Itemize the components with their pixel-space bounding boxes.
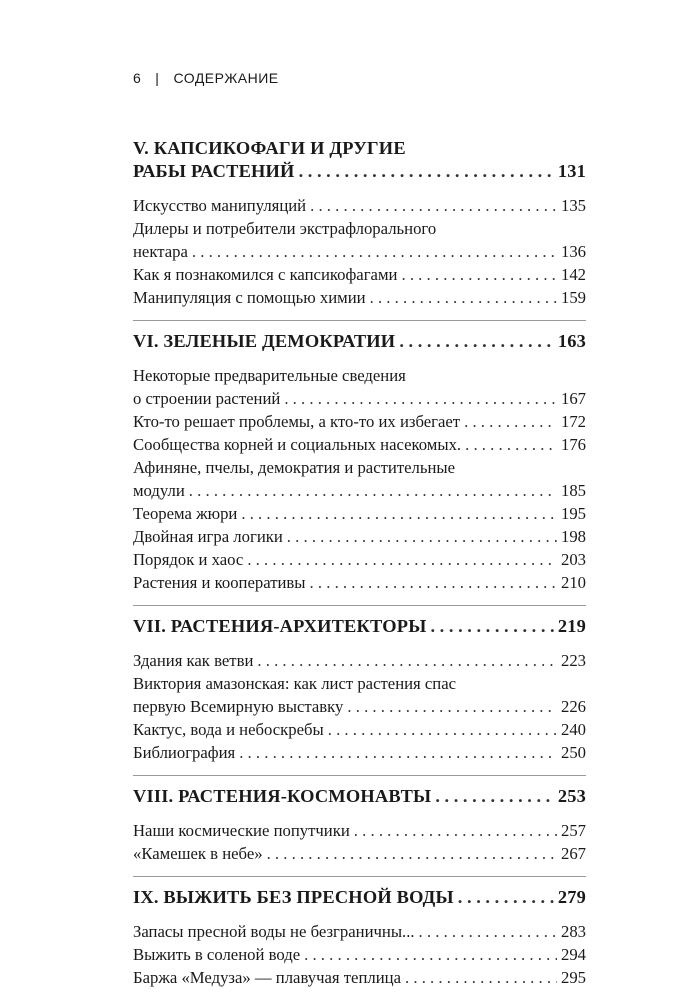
section-entries — [133, 819, 586, 865]
entry-page-number: 142 — [560, 265, 586, 284]
section-divider — [133, 876, 586, 877]
entry-page-number: 159 — [560, 288, 586, 307]
section-title-line — [133, 330, 586, 353]
section-title-line — [133, 886, 586, 909]
leader-dots — [401, 263, 557, 286]
toc-entry[interactable] — [133, 433, 586, 456]
section-spacer — [133, 764, 586, 775]
section-page-number: 279 — [557, 887, 586, 907]
running-head — [133, 70, 279, 86]
entry-page-number: 223 — [560, 651, 586, 670]
leader-dots — [304, 943, 557, 966]
entry-page-number: 250 — [560, 743, 586, 762]
entry-page-number: 198 — [560, 527, 586, 546]
leader-dots — [458, 886, 554, 909]
toc-entry[interactable] — [133, 286, 586, 309]
toc-entry[interactable] — [133, 842, 586, 865]
entry-title-text: Кто-то решает проблемы, а кто-то их избегает — [133, 412, 461, 431]
entry-title-text: Двойная игра логики — [133, 527, 283, 546]
section-entries — [133, 920, 586, 989]
entry-line — [133, 695, 586, 718]
section-divider — [133, 775, 586, 776]
section-title-text: VIII. РАСТЕНИЯ-КОСМОНАВТЫ — [133, 786, 432, 806]
toc-entry[interactable] — [133, 943, 586, 966]
leader-dots — [192, 240, 557, 263]
section-title-line — [133, 785, 586, 808]
leader-dots — [430, 615, 553, 638]
toc-entry[interactable] — [133, 920, 586, 943]
entry-title-text: Манипуляция с помощью химии — [133, 288, 366, 307]
entry-line — [133, 479, 586, 502]
section-spacer — [133, 865, 586, 876]
leader-dots — [247, 548, 557, 571]
entry-page-number: 135 — [560, 196, 586, 215]
toc-entry[interactable] — [133, 966, 586, 989]
toc-entry[interactable] — [133, 741, 586, 764]
entry-line — [133, 194, 586, 217]
leader-dots — [310, 194, 557, 217]
toc-entry[interactable] — [133, 502, 586, 525]
leader-dots — [287, 525, 557, 548]
leader-dots — [465, 433, 557, 456]
section-heading[interactable] — [133, 785, 586, 819]
toc-section — [133, 330, 586, 606]
section-heading[interactable] — [133, 330, 586, 364]
leader-dots — [370, 286, 557, 309]
entry-page-number: 203 — [560, 550, 586, 569]
entry-title-text: Как я познакомился с капсикофагами — [133, 265, 398, 284]
entry-page-number: 176 — [560, 435, 586, 454]
section-entries — [133, 649, 586, 764]
entry-title-text: Выжить в соленой воде — [133, 945, 301, 964]
entry-page-number: 136 — [560, 242, 586, 261]
entry-page-number: 167 — [560, 389, 586, 408]
entry-title-text: Наши космические попутчики — [133, 821, 350, 840]
toc-entry[interactable] — [133, 194, 586, 217]
entry-line — [133, 672, 586, 695]
entry-page-number: 210 — [560, 573, 586, 592]
header-separator: | — [155, 70, 160, 86]
entry-title-text: Растения и кооперативы — [133, 573, 306, 592]
toc-section — [133, 785, 586, 877]
entry-title-text: Кактус, вода и небоскребы — [133, 720, 324, 739]
toc-entry[interactable] — [133, 410, 586, 433]
leader-dots — [299, 160, 554, 183]
entry-line — [133, 571, 586, 594]
entry-page-number: 294 — [560, 945, 586, 964]
toc-entry[interactable] — [133, 718, 586, 741]
entry-line — [133, 364, 586, 387]
leader-dots — [310, 571, 557, 594]
entry-line — [133, 410, 586, 433]
entry-page-number: 195 — [560, 504, 586, 523]
entry-title-text: Запасы пресной воды не безграничны... — [133, 922, 415, 941]
entry-line — [133, 920, 586, 943]
section-heading[interactable] — [133, 137, 586, 194]
leader-dots — [347, 695, 557, 718]
leader-dots — [267, 842, 557, 865]
toc-entry[interactable] — [133, 364, 586, 410]
section-spacer — [133, 309, 586, 320]
section-title-text: РАБЫ РАСТЕНИЙ — [133, 161, 295, 181]
section-spacer — [133, 594, 586, 605]
entry-title-text: Дилеры и потребители экстрафлорального — [133, 219, 437, 238]
leader-dots — [464, 410, 557, 433]
entry-line — [133, 741, 586, 764]
entry-line — [133, 240, 586, 263]
entry-line — [133, 263, 586, 286]
entry-line — [133, 943, 586, 966]
entry-page-number: 267 — [560, 844, 586, 863]
toc-entry[interactable] — [133, 525, 586, 548]
entry-title-text: Виктория амазонская: как лист растения спас — [133, 674, 457, 693]
toc-entry[interactable] — [133, 649, 586, 672]
section-entries — [133, 364, 586, 594]
table-of-contents — [133, 137, 586, 993]
entry-title-text: Сообщества корней и социальных насекомых. — [133, 435, 462, 454]
leader-dots — [419, 920, 557, 943]
entry-line — [133, 548, 586, 571]
entry-title-text: первую Всемирную выставку — [133, 697, 344, 716]
entry-page-number: 172 — [560, 412, 586, 431]
section-title-line — [133, 160, 586, 183]
entry-line — [133, 819, 586, 842]
entry-title-text: о строении растений — [133, 389, 281, 408]
section-title-line — [133, 615, 586, 638]
leader-dots — [328, 718, 557, 741]
page-number: 6 — [133, 70, 142, 86]
leader-dots — [354, 819, 557, 842]
toc-section — [133, 137, 586, 321]
entry-title-text: Библиография — [133, 743, 236, 762]
entry-line — [133, 966, 586, 989]
entry-line — [133, 502, 586, 525]
entry-title-text: Некоторые предварительные сведения — [133, 366, 406, 385]
section-divider — [133, 320, 586, 321]
toc-entry[interactable] — [133, 571, 586, 594]
entry-line — [133, 217, 586, 240]
entry-title-text: Афиняне, пчелы, демократия и растительные — [133, 458, 456, 477]
entry-line — [133, 456, 586, 479]
entry-line — [133, 286, 586, 309]
entry-title-text: Здания как ветви — [133, 651, 254, 670]
section-heading[interactable] — [133, 886, 586, 920]
section-title-text: V. КАПСИКОФАГИ И ДРУГИЕ — [133, 138, 406, 158]
leader-dots — [284, 387, 557, 410]
toc-section — [133, 886, 586, 989]
entry-line — [133, 842, 586, 865]
leader-dots — [189, 479, 557, 502]
section-title-text: VII. РАСТЕНИЯ-АРХИТЕКТОРЫ — [133, 616, 427, 636]
toc-entry[interactable] — [133, 819, 586, 842]
section-page-number: 219 — [557, 616, 586, 636]
leader-dots — [399, 330, 554, 353]
entry-line — [133, 387, 586, 410]
section-heading[interactable] — [133, 615, 586, 649]
leader-dots — [435, 785, 554, 808]
entry-page-number: 240 — [560, 720, 586, 739]
section-title-line — [133, 137, 586, 160]
leader-dots — [239, 741, 557, 764]
toc-entry[interactable] — [133, 263, 586, 286]
toc-entry[interactable] — [133, 672, 586, 718]
entry-line — [133, 649, 586, 672]
entry-title-text: Порядок и хаос — [133, 550, 244, 569]
section-title-text: IX. ВЫЖИТЬ БЕЗ ПРЕСНОЙ ВОДЫ — [133, 887, 454, 907]
entry-line — [133, 525, 586, 548]
toc-section — [133, 615, 586, 776]
leader-dots — [257, 649, 557, 672]
leader-dots — [405, 966, 557, 989]
running-title: СОДЕРЖАНИЕ — [173, 70, 279, 86]
entry-line — [133, 718, 586, 741]
entry-title-text: Теорема жюри — [133, 504, 238, 523]
entry-page-number: 295 — [560, 968, 586, 987]
section-page-number: 131 — [557, 161, 586, 181]
entry-page-number: 257 — [560, 821, 586, 840]
entry-line — [133, 433, 586, 456]
entry-title-text: Баржа «Медуза» — плавучая теплица — [133, 968, 401, 987]
section-title-text: VI. ЗЕЛЕНЫЕ ДЕМОКРАТИИ — [133, 331, 396, 351]
leader-dots — [241, 502, 557, 525]
section-divider — [133, 605, 586, 606]
entry-title-text: модули — [133, 481, 185, 500]
section-entries — [133, 194, 586, 309]
section-page-number: 163 — [557, 331, 586, 351]
toc-entry[interactable] — [133, 217, 586, 263]
entry-title-text: «Камешек в небе» — [133, 844, 263, 863]
entry-page-number: 226 — [560, 697, 586, 716]
toc-entry[interactable] — [133, 456, 586, 502]
entry-title-text: Искусство манипуляций — [133, 196, 307, 215]
entry-page-number: 283 — [560, 922, 586, 941]
section-page-number: 253 — [557, 786, 586, 806]
entry-title-text: нектара — [133, 242, 188, 261]
entry-page-number: 185 — [560, 481, 586, 500]
toc-entry[interactable] — [133, 548, 586, 571]
